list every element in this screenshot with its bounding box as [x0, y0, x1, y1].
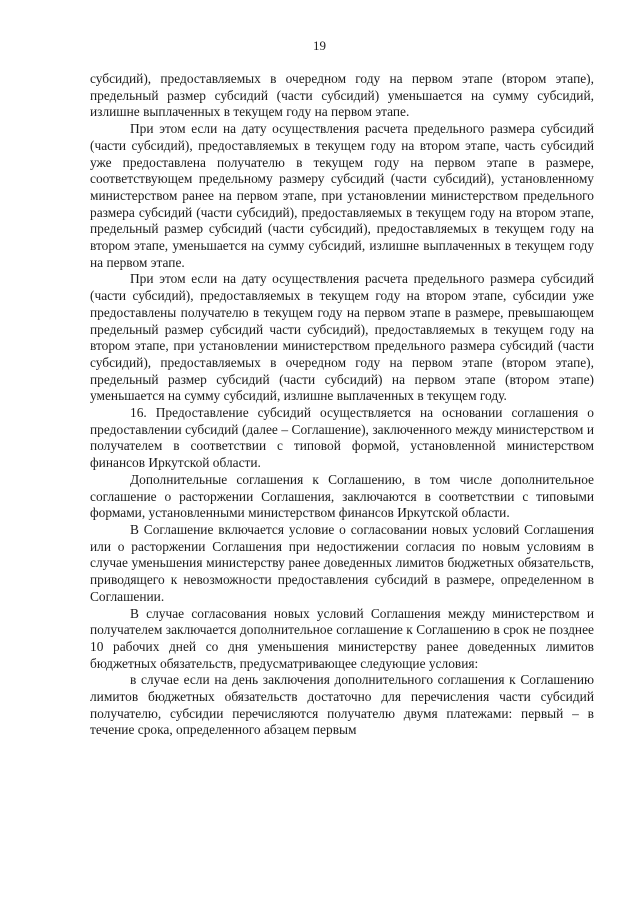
- paragraph-6: В Соглашение включается условие о согласовании новых условий Соглашения или о расторжении Соглашения при недостижении согласия по новым условиям в случае уменьшения министерству ранее доведенных лимитов бюджетных обязательств, приводящего к невозможности предоставления субсидий в размере, определенном в Соглашении.: [90, 521, 594, 604]
- paragraph-2: При этом если на дату осуществления расчета предельного размера субсидий (части субсидий), предоставляемых в текущем году на втором этапе, часть субсидий уже предоставлена получателю в текущем году на первом этапе в размере, соответствующем предельному размеру субсидий (части субсидий), установленному министерством ранее на первом этапе, при установлении министерством предельного размера субсидий (части субсидий), предоставляемых в текущем году на втором этапе, предельный размер субсидий (части субсидий), предоставляемых в текущем году на втором этапе, уменьшается на сумму субсидий, излишне выплаченных в текущем году на первом этапе.: [90, 121, 594, 270]
- document-body: [90, 71, 594, 739]
- paragraph-1: субсидий), предоставляемых в очередном году на первом этапе (втором этапе), предельный размер субсидий (части субсидий) уменьшается на сумму субсидий, излишне выплаченных в текущем году на первом этапе.: [90, 71, 594, 120]
- paragraph-5: Дополнительные соглашения к Соглашению, в том числе дополнительное соглашение о расторжении Соглашения, заключаются в соответствии с типовыми формами, установленными министерством финансов Иркутской области.: [90, 471, 594, 521]
- paragraph-3: При этом если на дату осуществления расчета предельного размера субсидий (части субсидий), предоставляемых в текущем году на втором этапе, субсидии уже предоставлены получателю в текущем году на первом этапе в размере, превышающем предельный размер субсидий части субсидий), предоставляемых в текущем году на втором этапе, при установлении министерством предельного размера субсидий (части субсидий), предоставляемых в очередном году на первом этапе (втором этапе), предельный размер субсидий (части субсидий) на первом этапе (втором этапе) уменьшается на сумму субсидий, излишне выплаченных в текущем году.: [90, 271, 594, 404]
- page-number: 19: [313, 38, 326, 53]
- paragraph-4: 16. Предоставление субсидий осуществляется на основании соглашения о предоставлении субсидий (далее – Соглашение), заключенного между министерством и получателем в соответствии с типовой формой, установленной министерством финансов Иркутской области.: [90, 405, 594, 471]
- paragraph-7: В случае согласования новых условий Соглашения между министерством и получателем заключается дополнительное соглашение к Соглашению в срок не позднее 10 рабочих дней со дня уменьшения министерству ранее доведенных лимитов бюджетных обязательств, предусматривающее следующие условия:: [90, 605, 594, 671]
- paragraph-8: в случае если на день заключения дополнительного соглашения к Соглашению лимитов бюджетных обязательств достаточно для перечисления части субсидий получателю, субсидии перечисляются получателю двумя платежами: первый – в течение срока, определенного абзацем первым: [90, 672, 594, 738]
